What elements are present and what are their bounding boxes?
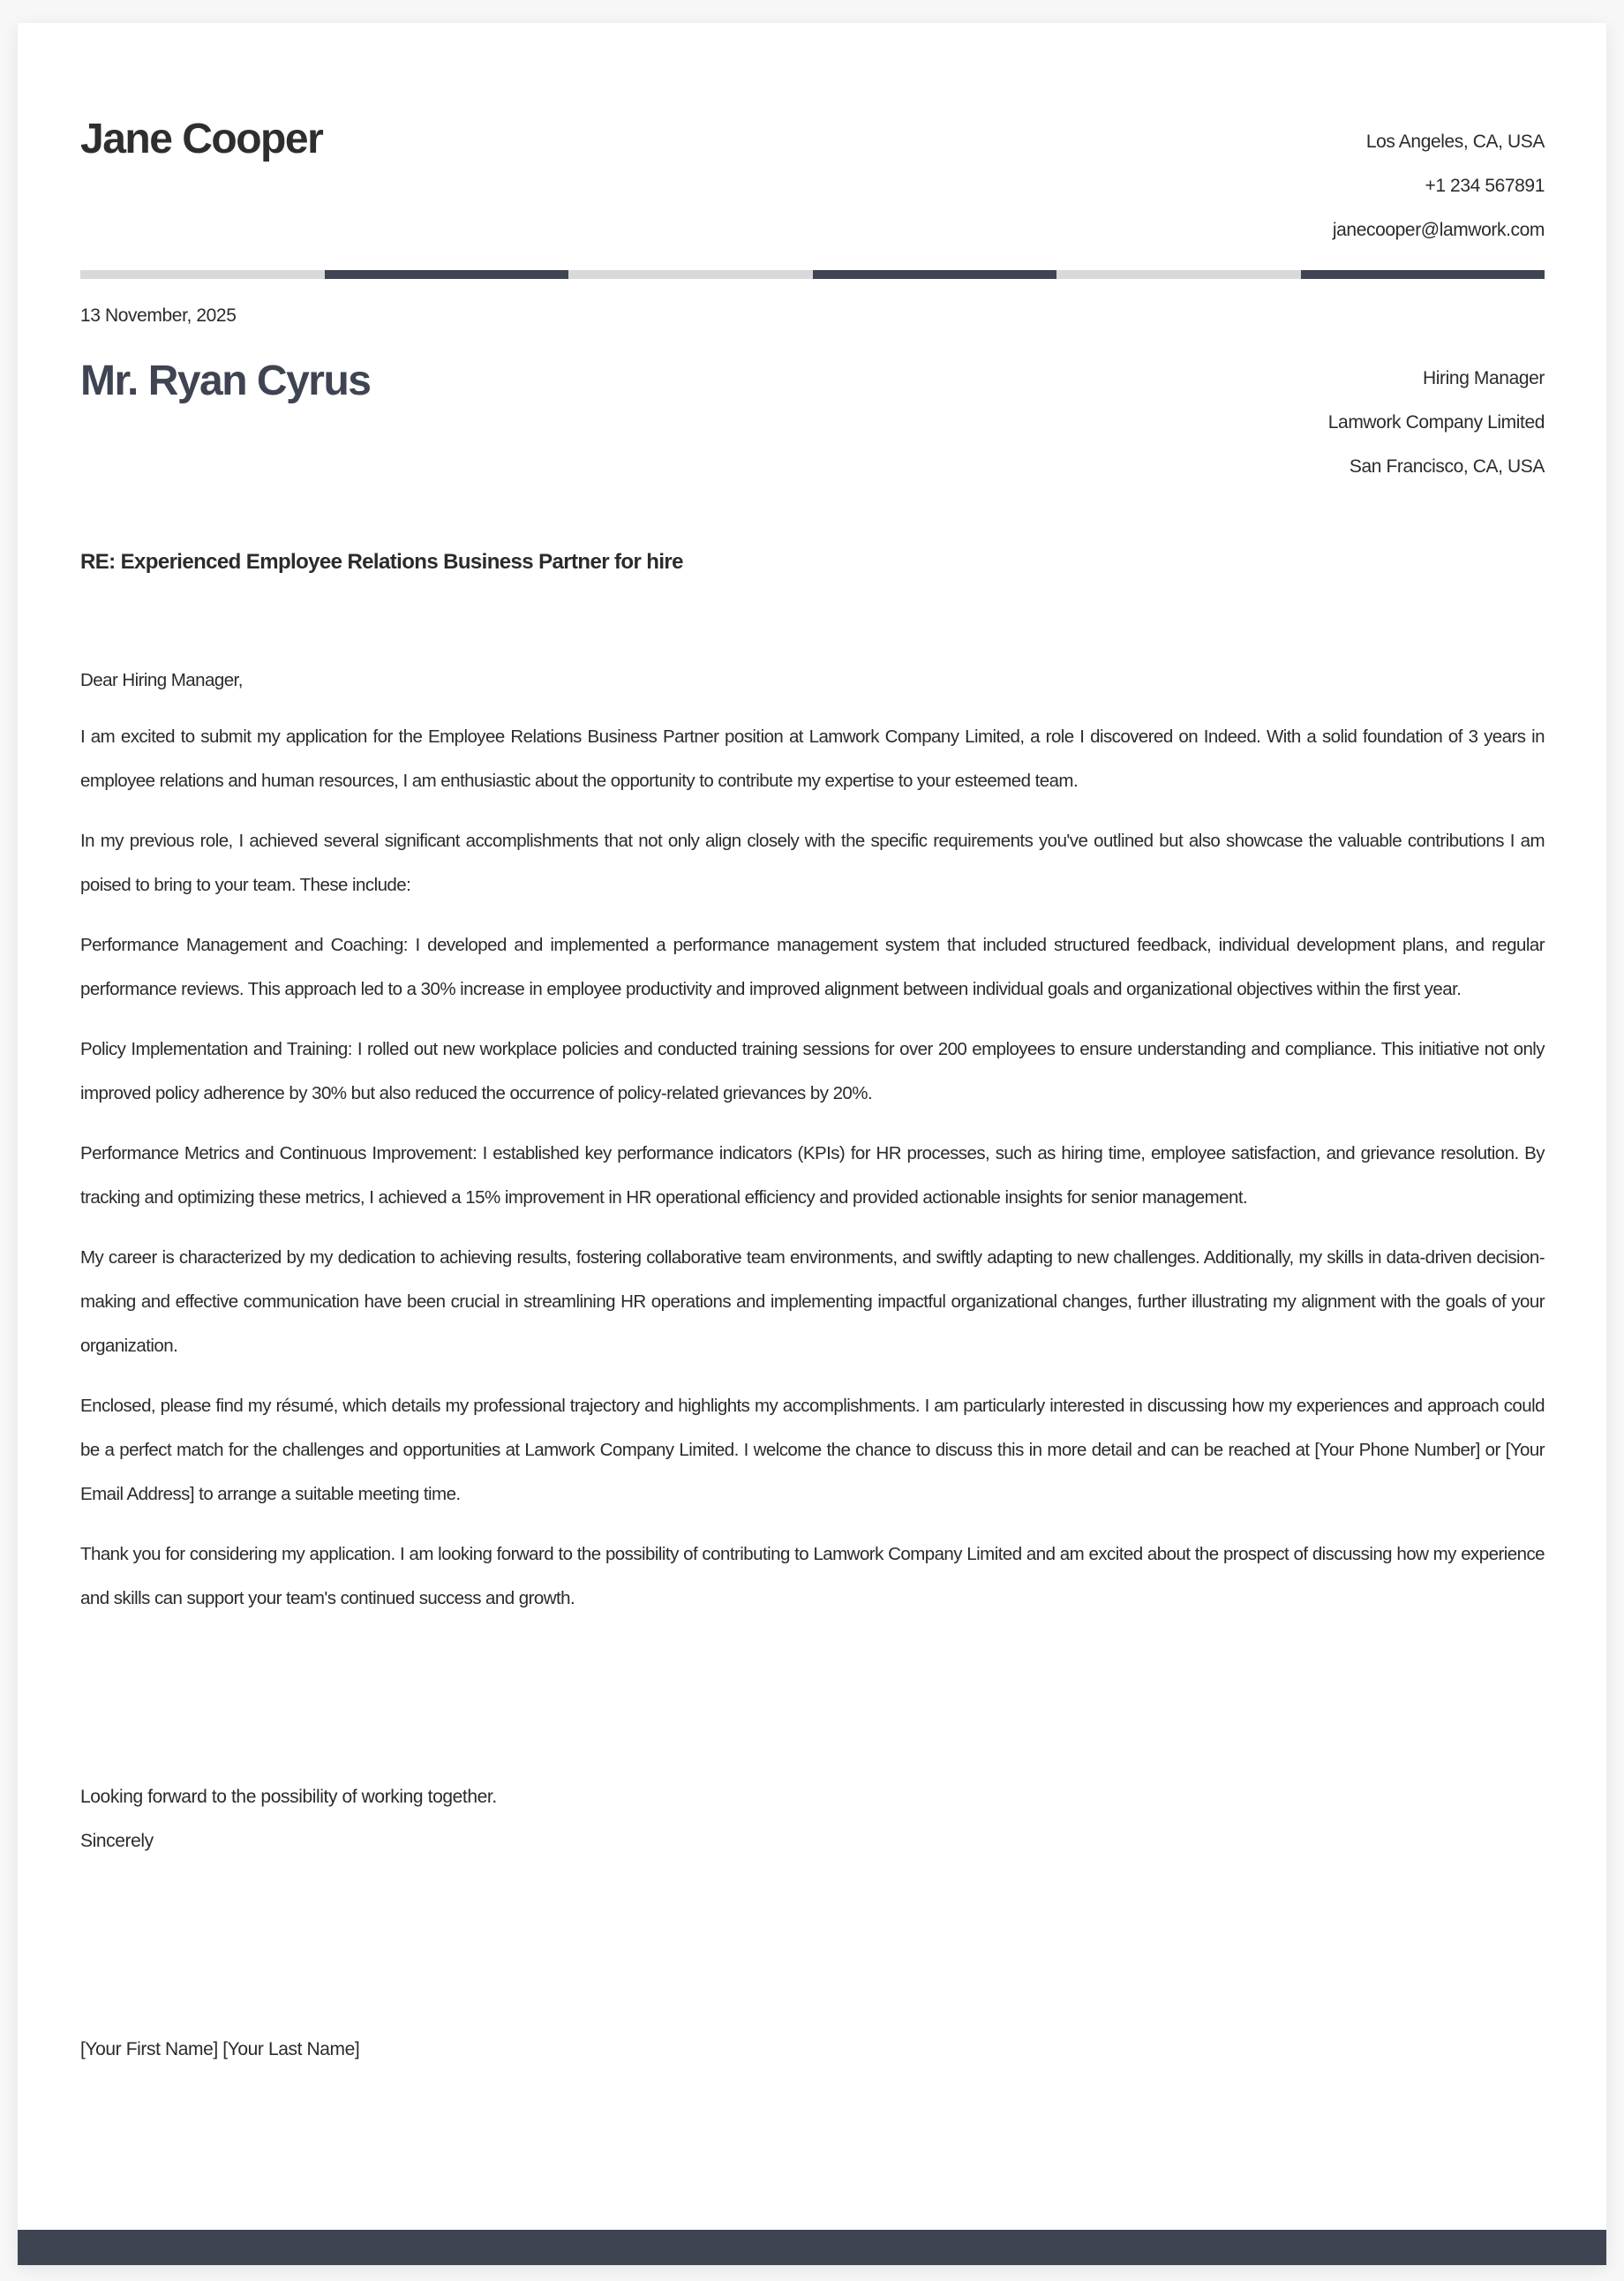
greeting: Dear Hiring Manager, — [80, 670, 243, 690]
signature-name: [Your First Name] [Your Last Name] — [80, 2039, 360, 2059]
letter-page — [18, 23, 1606, 2265]
footer-bar — [18, 2230, 1606, 2265]
recipient-company: Lamwork Company Limited — [1327, 412, 1545, 433]
paragraph: Performance Management and Coaching: I developed and implemented a performance management system that included structured feedback, individual development plans, and regular performance reviews. This approach led to a 30% increase in employee productivity and improved alignment between individual goals and organizational objectives within the first year. — [80, 935, 1545, 999]
divider-segment — [813, 270, 1057, 279]
paragraph: Policy Implementation and Training: I rolled out new workplace policies and conducted training sessions for over 200 employees to ensure understanding and compliance. This initiative not only improved policy adherence by 30% but also reduced the occurrence of policy-related grievances by 20%. — [80, 1039, 1545, 1103]
divider-bars — [80, 270, 1545, 279]
paragraph: My career is characterized by my dedication to achieving results, fostering collaborative team environments, and swiftly adapting to new challenges. Additionally, my skills in data-driven decision-making and effective communication have been crucial in streamlining HR operations and implementing impactful organizational changes, further illustrating my alignment with the goals of your organization. — [80, 1247, 1545, 1356]
recipient-name: Mr. Ryan Cyrus — [80, 358, 371, 404]
divider-segment — [1301, 270, 1545, 279]
paragraph: In my previous role, I achieved several significant accomplishments that not only align closely with the specific requirements you've outlined but also showcase the valuable contributions I am poised to bring to your team. These include: — [80, 831, 1545, 895]
sender-phone: +1 234 567891 — [1425, 176, 1545, 196]
sender-location: Los Angeles, CA, USA — [1365, 132, 1545, 152]
closing — [80, 1775, 497, 1863]
paragraph: I am excited to submit my application for the Employee Relations Business Partner position at Lamwork Company Limited, a role I discovered on Indeed. With a solid foundation of 3 years in employee relations and human resources, I am enthusiastic about the opportunity to contribute my expertise to your esteemed team. — [80, 726, 1545, 791]
signoff: Sincerely — [80, 1831, 154, 1851]
recipient-location: San Francisco, CA, USA — [1349, 456, 1545, 477]
closing-line: Looking forward to the possibility of working together. — [80, 1787, 497, 1807]
letter-body — [80, 659, 1545, 1637]
divider-segment — [325, 270, 569, 279]
divider-segment — [568, 270, 813, 279]
paragraph: Performance Metrics and Continuous Improvement: I established key performance indicators (KPIs) for HR processes, such as hiring time, employee satisfaction, and grievance resolution. By tracking and optimizing these metrics, I achieved a 15% improvement in HR operational efficiency and provided actionable insights for senior management. — [80, 1143, 1545, 1208]
recipient-title: Hiring Manager — [1423, 368, 1545, 388]
divider-segment — [1056, 270, 1301, 279]
recipient-info — [1328, 365, 1545, 498]
subject-line: RE: Experienced Employee Relations Business Partner for hire — [80, 550, 683, 574]
divider-segment — [80, 270, 325, 279]
sender-email: janecooper@lamwork.com — [1332, 220, 1545, 240]
sender-contact — [1333, 129, 1545, 261]
paragraph: Enclosed, please find my résumé, which details my professional trajectory and highlights my accomplishments. I am particularly interested in discussing how my experiences and approach could be a perfect match for the challenges and opportunities at Lamwork Company Limited. I welcome the chance to discuss this in more detail and can be reached at [Your Phone Number] or [Your Email Address] to arrange a suitable meeting time. — [80, 1396, 1545, 1504]
sender-name: Jane Cooper — [80, 116, 323, 162]
letter-date: 13 November, 2025 — [80, 305, 237, 326]
paragraph: Thank you for considering my application. I am looking forward to the possibility of contributing to Lamwork Company Limited and am excited about the prospect of discussing how my experience and skills can support your team's continued success and growth. — [80, 1544, 1545, 1608]
